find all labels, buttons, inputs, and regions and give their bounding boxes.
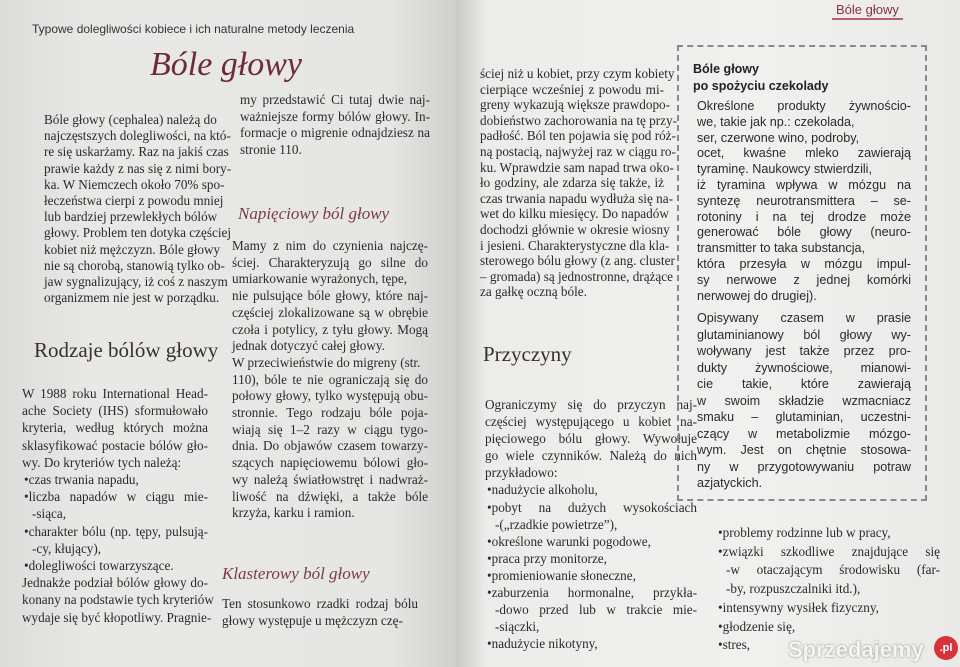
text-line: umiarkowanie wyrażonych, tępe, — [232, 271, 408, 287]
bullet-continuation: -siączki, — [495, 619, 540, 635]
heading-napieciowy: Napięciowy ból głowy — [238, 204, 390, 223]
text-line: Opisywany czasem w prasie — [697, 311, 911, 325]
text-line: formacje o migrenie odnajdziesz na — [240, 125, 430, 140]
box-heading-line: Bóle głowy — [693, 62, 759, 76]
przyczyny-list-continued — [716, 524, 940, 655]
text-line: Ograniczymy się do przyczyn naj- — [485, 397, 697, 412]
running-header-right: Bóle głowy — [832, 2, 903, 20]
heading-rodzaje: Rodzaje bólów głowy — [34, 338, 219, 362]
text-line: organizmem nie jest w porządku. — [44, 290, 220, 306]
text-line: nie pulsujące bóle głowy, które naj- — [232, 288, 428, 304]
bullet-item: •związki szkodliwe znajdujące się — [718, 543, 940, 559]
text-line: jednak dotyczyć całej głowy. — [232, 338, 385, 354]
text-line: dukty żywnościowe, mianowi- — [697, 360, 911, 375]
text-line: syntezę neurotransmittera – se- — [697, 193, 911, 208]
bullet-item: •nadużycie nikotyny, — [487, 636, 598, 652]
watermark-logo: Sprzedajemy — [788, 637, 924, 662]
text-line: ło godziny, ale zdarza się także, iż — [480, 175, 664, 191]
text-line: częściej zlokalizowane są w obrębie — [232, 304, 428, 320]
text-line: smaku – glutaminian, uczestni- — [697, 410, 911, 424]
text-line: dobieństwo zachorowania na tę przy- — [480, 112, 678, 128]
text-line: wet do kilku miesięcy. Do napadów — [480, 206, 669, 222]
text-line: liwość na dźwięki, a także bóle — [232, 488, 428, 504]
text-line: generować bóle głowy (neuro- — [697, 225, 911, 240]
text-line: dochodzi głównie w okresie wiosny — [480, 221, 670, 237]
text-line: za gałkę oczną bóle. — [480, 284, 587, 300]
przyczyny-section — [485, 396, 697, 652]
text-line: ny w przygotowywaniu potraw — [697, 459, 911, 474]
text-line: ściej. Charakteryzują go silne do — [232, 254, 428, 270]
text-line: W przeciwieństwie do migreny (str. — [232, 354, 421, 370]
text-line: – gromada) są jednostronne, drążące — [480, 268, 673, 284]
text-line: łeczeństwa cierpi z powodu mniej — [44, 193, 224, 209]
text-line: połowy głowy, tylko występują obu- — [232, 388, 428, 404]
text-line: ważniejsze formy bólów głowy. In- — [240, 108, 430, 124]
text-line: i jesieni. Charakterystyczne dla kla- — [480, 237, 670, 253]
text-line: kryteria, według których można — [22, 420, 208, 436]
text-line: głowy występuje u mężczyzn czę- — [222, 613, 403, 628]
klasterowy-paragraph — [222, 595, 418, 629]
text-line: iż tyramina wpływa w mózgu na — [697, 177, 911, 192]
box-paragraph-1 — [697, 99, 911, 304]
text-line: częściej występującego u kobiet na- — [485, 414, 697, 430]
text-line: Mamy z nim do czynienia najczę- — [232, 238, 428, 253]
text-line: padłość. Ból ten pojawia się pod róż- — [480, 128, 676, 144]
intro-continuation — [240, 92, 430, 158]
heading-przyczyny: Przyczyny — [483, 342, 572, 366]
text-line: stronie 110. — [240, 141, 302, 157]
text-line: rotoniny i na tej drodze może — [697, 209, 911, 224]
klasterowy-continuation — [480, 66, 678, 300]
text-line: ną postacią, najwyżej raz w ciągu ro- — [480, 143, 676, 159]
text-line: wy należą światłowstręt i nadwraż- — [232, 471, 428, 487]
bullet-continuation: -dowo przed lub w trakcie mie- — [495, 602, 697, 618]
bullet-item: •określone warunki pogodowe, — [487, 533, 651, 549]
text-line: ka. W Niemczech około 70% spo- — [44, 176, 225, 192]
bullet-continuation: -(„rzadkie powietrze”), — [495, 516, 618, 532]
text-line: wym. Jest on chętnie stosowa- — [697, 443, 911, 457]
bullet-item: •nadużycie alkoholu, — [487, 482, 598, 498]
text-line: w swoim składzie wzmacniacz — [697, 393, 911, 408]
text-line: we, takie jak np.: czekolada, — [697, 114, 855, 129]
text-line: ser, czerwone wino, podroby, — [697, 130, 860, 145]
text-line: wiają się 1–2 razy w ciągu tygo- — [232, 421, 428, 437]
text-line: prawie każdy z nas się z nimi bory- — [44, 160, 232, 176]
text-line: nie są chorobą, stanowią tylko ob- — [44, 257, 225, 273]
text-line: która przesyła w mózgu impul- — [697, 256, 911, 271]
bullet-item: •charakter bólu (np. tępy, pulsują- — [24, 523, 208, 539]
text-line: re się uskarżamy. Raz na jakiś czas — [44, 144, 229, 160]
text-line: go wiele czynników. Należą do nich — [485, 448, 697, 464]
text-line: 110), bóle te nie ograniczają się do — [232, 371, 428, 387]
heading-klasterowy: Klasterowy ból głowy — [222, 564, 370, 583]
text-line: stronnie. Tego rodzaju bóle poja- — [232, 405, 428, 421]
text-line: azjatyckich. — [697, 476, 763, 490]
chapter-title: Bóle głowy — [150, 46, 303, 83]
sidebar-box-czekolada — [677, 45, 927, 501]
text-line: Określone produkty żywnościo- — [697, 99, 911, 113]
text-line: dnia. Do objawów czasem towarzy- — [232, 438, 428, 454]
text-line: glutaminianowy ból głowy wy- — [697, 327, 911, 342]
bullet-continuation: -cy, kłujący), — [32, 540, 102, 556]
bullet-item: •praca przy monitorze, — [487, 550, 607, 566]
text-line: konany na podstawie tych kryteriów — [22, 592, 214, 608]
bullet-item: •czas trwania napadu, — [24, 472, 139, 488]
bullet-item: •promieniowanie słoneczne, — [487, 567, 636, 583]
text-line: sy nerwowe z jednej komórki — [697, 272, 911, 287]
running-header-left: Typowe dolegliwości kobiece i ich naturalne metody leczenia — [32, 22, 355, 36]
text-line: szących napięciowemu bólowi gło- — [232, 455, 428, 471]
text-line: Bóle głowy (cephalea) należą do — [44, 112, 217, 127]
text-line: ocet, kwaśne mleko zawierają — [697, 146, 911, 161]
text-line: czoła i potylicy, z tyłu głowy. Mogą — [232, 321, 428, 337]
napieciowy-paragraph — [232, 238, 428, 522]
text-line: przykładowo: — [485, 465, 558, 481]
text-line: my przedstawić Ci tutaj dwie naj- — [240, 92, 430, 107]
text-line: ku. Wprawdzie sam napad trwa oko- — [480, 159, 674, 175]
bullet-item: •zaburzenia hormonalne, przykła- — [487, 585, 697, 601]
text-line: jaw sygnalizujący, iż coś z naszym — [44, 274, 228, 290]
text-line: kobiet niż mężczyzn. Bóle głowy — [44, 241, 221, 257]
bullet-item: •intensywny wysiłek fizyczny, — [718, 599, 879, 615]
text-line: czący w metabolizmie mózgo- — [697, 426, 911, 441]
text-line: cie takie, które zawierają — [697, 377, 911, 391]
bullet-item: •pobyt na dużych wysokościach — [487, 499, 697, 515]
text-line: głowy. Problem ten dotyka częściej — [44, 225, 232, 241]
rodzaje-section — [22, 385, 214, 626]
text-line: czas trwania napadu wydłuża się na- — [480, 190, 673, 206]
text-line: wy. Do kryteriów tych należą: — [22, 454, 182, 470]
text-line: woływany jest także przez pro- — [697, 344, 911, 358]
text-line: pięciowego bólu głowy. Wywołuje — [485, 431, 697, 447]
text-line: greny wykazują większe prawdopo- — [480, 97, 671, 113]
bullet-continuation: -siąca, — [32, 506, 67, 522]
text-line: Ten stosunkowo rzadki rodzaj bólu — [222, 596, 418, 611]
bullet-item: •głodzenie się, — [718, 618, 796, 634]
bullet-item: •dolegliwości towarzyszące. — [24, 558, 174, 574]
box-paragraph-2 — [697, 310, 911, 492]
bullet-continuation: -by, rozpuszczalniki itd.), — [726, 581, 861, 597]
text-line: transmitter to taka substancja, — [697, 241, 865, 256]
text-line: sklasyfikować postacie bólów gło- — [22, 437, 208, 453]
text-line: tyraminę. Naukowcy stwierdzili, — [697, 162, 872, 177]
box-heading — [693, 61, 828, 95]
text-line: wydaje się być kłopotliwy. Pragnie- — [22, 609, 212, 625]
text-line: najczęstszych dolegliwości, na któ- — [44, 128, 231, 144]
text-line: ściej niż u kobiet, przy czym kobiety — [480, 66, 675, 81]
text-line: cierpiące wcześniej z powodu mi- — [480, 81, 664, 97]
text-line: sterowego bólu głowy (z ang. cluster — [480, 253, 675, 269]
intro-paragraph — [44, 112, 232, 306]
bullet-item: •stres, — [718, 637, 751, 653]
text-line: W 1988 roku International Head- — [22, 386, 208, 401]
box-heading-line: po spożyciu czekolady — [693, 79, 829, 93]
text-line: Jednakże podział bólów głowy do- — [22, 575, 208, 591]
bullet-item: •liczba napadów w ciągu mie- — [24, 489, 208, 505]
text-line: ache Society (IHS) sformułowało — [22, 403, 208, 419]
watermark-badge: .pl — [934, 636, 958, 660]
bullet-item: •problemy rodzinne lub w pracy, — [718, 525, 891, 540]
text-line: krzyża, karku i ramion. — [232, 505, 355, 521]
text-line: lub bardziej przewlekłych bólów — [44, 209, 218, 225]
text-line: nerwowej do drugiej). — [697, 288, 817, 303]
bullet-continuation: -w otaczającym środowisku (far- — [726, 562, 940, 578]
